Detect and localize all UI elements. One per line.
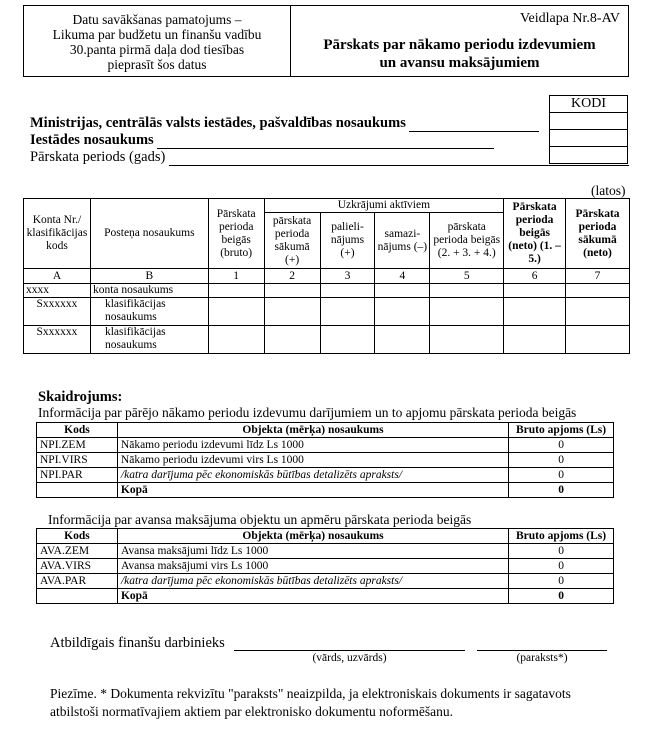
npi-code: NPI.VIRS (37, 453, 118, 468)
cell-input[interactable] (320, 284, 375, 298)
row-code: Sxxxxxx (24, 326, 91, 354)
table-row (37, 559, 614, 574)
ava-value[interactable]: 0 (509, 559, 614, 574)
table-row (37, 453, 614, 468)
report-title (291, 36, 628, 72)
period-field (30, 149, 629, 166)
main-table (23, 198, 630, 354)
codes-label: KODI (550, 96, 628, 113)
npi-header-code: Kods (37, 423, 118, 438)
cell-input[interactable] (504, 284, 566, 298)
col-letter: 3 (320, 269, 375, 284)
ava-header-name: Objekta (mērķa) nosaukums (117, 529, 508, 544)
col-letter: 6 (504, 269, 566, 284)
ministry-label: Ministrijas, centrālās valsts iestādes, pašvaldības nosaukums (30, 115, 406, 131)
cell-input[interactable] (375, 298, 430, 326)
cell-input[interactable] (430, 326, 504, 354)
code-cell-institution[interactable] (550, 130, 628, 147)
ava-name: /katra darījuma pēc ekonomiskās būtības detalizēts apraksts/ (117, 574, 508, 589)
cell-input[interactable] (504, 298, 566, 326)
col-header-increase: palieli-nājums (+) (320, 213, 375, 269)
table-row (24, 326, 630, 354)
cell-input[interactable] (320, 326, 375, 354)
npi-name: Nākamo periodu izdevumi līdz Ls 1000 (117, 438, 508, 453)
signature-hint: (paraksts*) (516, 652, 568, 664)
col-letter: A (24, 269, 91, 284)
cell-input[interactable] (430, 298, 504, 326)
explanations-heading: Skaidrojums: (38, 389, 123, 405)
footnote-line: atbilstoši normatīvajiem aktiem par elektronisko dokumentu noformēšanu. (50, 704, 454, 719)
form-title-box (291, 6, 628, 76)
basis-line: Datu savākšanas pamatojums – (72, 12, 242, 27)
ava-total-empty (37, 589, 118, 604)
npi-name: Nākamo periodu izdevumi virs Ls 1000 (117, 453, 508, 468)
basis-line: 30.panta pirmā daļa dod tiesības (69, 42, 245, 57)
ava-total-row (37, 589, 614, 604)
npi-caption: Informācija par pārējo nākamo periodu izdevumu darījumiem un to apjomu pārskata perioda beigās (38, 405, 577, 420)
npi-total-row (37, 483, 614, 498)
cell-input[interactable] (208, 284, 264, 298)
ava-value[interactable]: 0 (509, 574, 614, 589)
cell-input[interactable] (208, 326, 264, 354)
institution-label: Iestādes nosaukums (30, 132, 154, 148)
row-name: klasifikācijas nosaukums (90, 326, 208, 354)
ava-name: Avansa maksājumi virs Ls 1000 (117, 559, 508, 574)
signature-input-line[interactable] (477, 650, 607, 651)
col-letter: 5 (430, 269, 504, 284)
footnote-line: Piezīme. * Dokumenta rekvizītu "paraksts" neaizpilda, ja elektroniskais dokuments ir sagatavots (50, 686, 571, 701)
basis-line: pieprasīt šos datus (107, 57, 207, 72)
ava-total-label: Kopā (117, 589, 508, 604)
col-letter: 4 (375, 269, 430, 284)
table-row (24, 284, 630, 298)
cell-input[interactable] (208, 298, 264, 326)
form-header (23, 5, 629, 77)
row-code: Sxxxxxx (24, 298, 91, 326)
npi-name: /katra darījuma pēc ekonomiskās būtības detalizēts apraksts/ (117, 468, 508, 483)
ava-code: AVA.PAR (37, 574, 118, 589)
table-row (37, 468, 614, 483)
cell-input[interactable] (264, 326, 320, 354)
cell-input[interactable] (566, 284, 630, 298)
npi-header-name: Objekta (mērķa) nosaukums (117, 423, 508, 438)
ava-caption: Informācija par avansa maksājuma objektu un apmēru pārskata perioda beigās (48, 512, 472, 527)
npi-code: NPI.ZEM (37, 438, 118, 453)
period-label: Pārskata periods (gads) (30, 149, 166, 165)
npi-value[interactable]: 0 (509, 438, 614, 453)
row-name: klasifikācijas nosaukums (90, 298, 208, 326)
col-header-account: Konta Nr./ klasifikācijas kods (24, 199, 91, 269)
cell-input[interactable] (430, 284, 504, 298)
cell-input[interactable] (375, 326, 430, 354)
data-collection-basis (24, 6, 291, 76)
table-row (24, 298, 630, 326)
ava-value[interactable]: 0 (509, 544, 614, 559)
ava-header-value: Bruto apjoms (Ls) (509, 529, 614, 544)
currency-note: (latos) (591, 183, 626, 198)
footnote (50, 685, 571, 721)
col-group-accruals: Uzkrājumi aktīviem (264, 199, 504, 213)
ava-code: AVA.ZEM (37, 544, 118, 559)
row-code: xxxx (24, 284, 91, 298)
table-row (37, 544, 614, 559)
cell-input[interactable] (320, 298, 375, 326)
npi-value[interactable]: 0 (509, 468, 614, 483)
npi-total-label: Kopā (117, 483, 508, 498)
table-row (37, 438, 614, 453)
col-header-decrease: samazi-nājums (–) (375, 213, 430, 269)
col-header-net-start: Pārskata perioda sākumā (neto) (566, 199, 630, 269)
report-title-line: Pārskats par nākamo periodu izdevumiem (323, 37, 596, 53)
col-header-start-plus: pārskata perioda sākumā (+) (264, 213, 320, 269)
npi-table (36, 422, 614, 498)
col-header-name: Posteņa nosaukums (90, 199, 208, 269)
report-title-line: un avansu maksājumiem (379, 55, 540, 71)
name-input-line[interactable] (234, 650, 465, 651)
ava-header-code: Kods (37, 529, 118, 544)
signature-label: Atbildīgais finanšu darbinieks (50, 635, 225, 651)
col-letter: B (90, 269, 208, 284)
form-number: Veidlapa Nr.8-AV (519, 11, 620, 26)
ava-table (36, 528, 614, 604)
npi-total-empty (37, 483, 118, 498)
col-header-gross-end: Pārskata perioda beigās (bruto) (208, 199, 264, 269)
name-hint: (vārds, uzvārds) (312, 652, 387, 664)
col-letter: 2 (264, 269, 320, 284)
col-letter: 7 (566, 269, 630, 284)
npi-code: NPI.PAR (37, 468, 118, 483)
institution-field (30, 132, 494, 149)
table-row (37, 574, 614, 589)
cell-input[interactable] (375, 284, 430, 298)
code-cell-ministry[interactable] (550, 113, 628, 130)
cell-input[interactable] (264, 284, 320, 298)
ava-code: AVA.VIRS (37, 559, 118, 574)
col-header-end: pārskata perioda beigās (2. + 3. + 4.) (430, 213, 504, 269)
npi-total-value: 0 (509, 483, 614, 498)
col-header-net-end: Pārskata perioda beigās (neto) (1. – 5.) (504, 199, 566, 269)
npi-header-value: Bruto apjoms (Ls) (509, 423, 614, 438)
npi-value[interactable]: 0 (509, 453, 614, 468)
cell-input[interactable] (566, 298, 630, 326)
period-input-line[interactable] (169, 165, 629, 166)
cell-input[interactable] (264, 298, 320, 326)
cell-input[interactable] (566, 326, 630, 354)
row-name: konta nosaukums (90, 284, 208, 298)
col-letter: 1 (208, 269, 264, 284)
cell-input[interactable] (504, 326, 566, 354)
ava-name: Avansa maksājumi līdz Ls 1000 (117, 544, 508, 559)
ava-total-value: 0 (509, 589, 614, 604)
basis-line: Likuma par budžetu un finanšu vadību (52, 27, 262, 42)
ministry-field (30, 115, 539, 132)
